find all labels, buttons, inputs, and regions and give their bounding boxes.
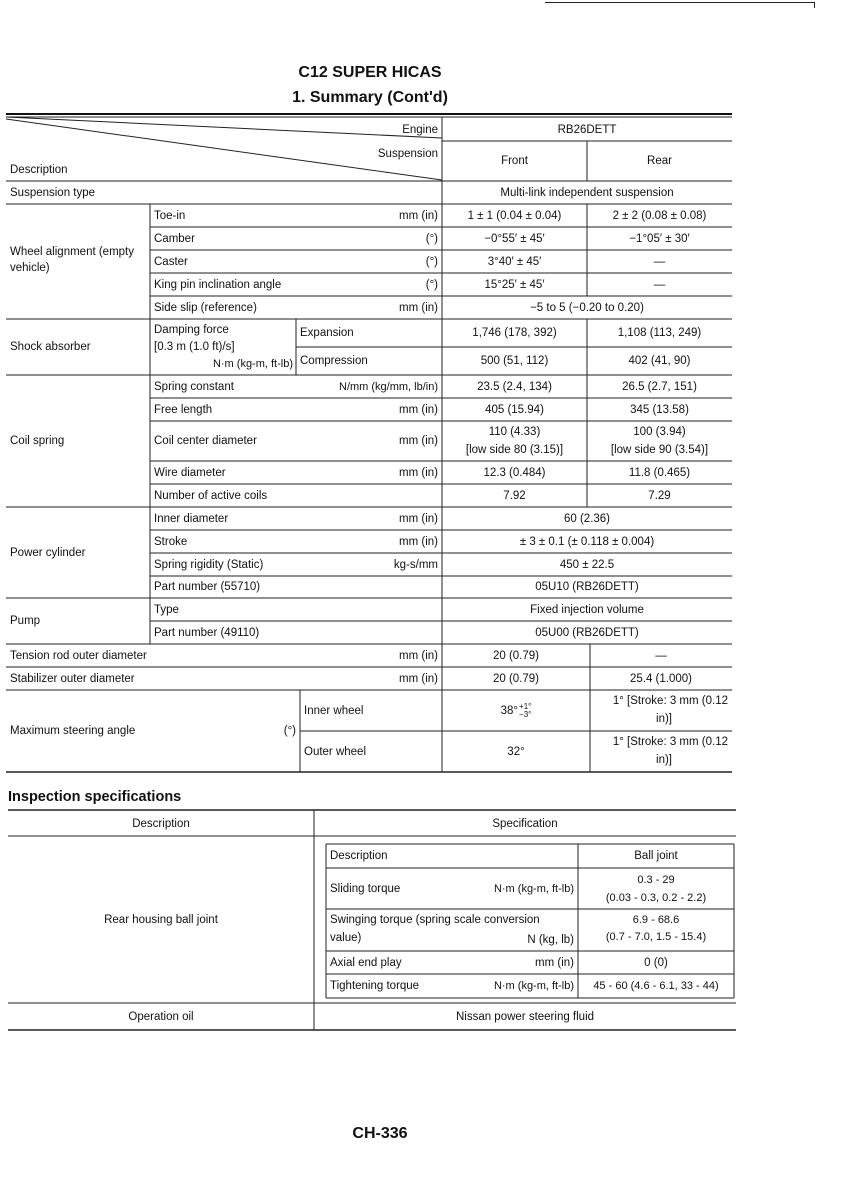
- camber-rear: −1°05′ ± 30′: [629, 232, 690, 245]
- tension-rod-unit: mm (in): [399, 649, 438, 662]
- camber-unit: (°): [425, 232, 438, 245]
- operation-oil-value: Nissan power steering fluid: [455, 1010, 595, 1023]
- inner-wheel-front: [442, 690, 590, 731]
- toe-in-front: 1 ± 1 (0.04 ± 0.04): [467, 209, 562, 222]
- toe-in-rear: 2 ± 2 (0.08 ± 0.08): [612, 209, 707, 222]
- pump-part-label: Part number (49110): [154, 626, 260, 639]
- inspection-col-description: Description: [132, 818, 190, 830]
- free-length-rear: 345 (13.58): [630, 403, 689, 416]
- caster-rear: —: [653, 255, 666, 268]
- wire-diameter-unit: mm (in): [399, 466, 438, 479]
- expansion-label: Expansion: [300, 327, 354, 339]
- caster-front: 3°40′ ± 45′: [487, 255, 542, 268]
- side-slip-label: Side slip (reference): [154, 301, 257, 314]
- page-number: CH-336: [352, 1125, 408, 1142]
- header-description-label: Description: [10, 164, 68, 176]
- compression-front: 500 (51, 112): [480, 355, 549, 367]
- coil-center-front-1: 110 (4.33): [488, 426, 541, 438]
- coil-center-rear-1: 100 (3.94): [633, 426, 686, 438]
- sliding-torque-unit: N·m (kg-m, ft-lb): [493, 882, 574, 895]
- max-steering-unit: (°): [283, 725, 296, 737]
- spring-constant-unit: N/mm (kg/mm, lb/in): [339, 380, 438, 393]
- free-length-front: 405 (15.94): [485, 403, 544, 416]
- coil-center-label: Coil center diameter: [154, 435, 257, 447]
- tightening-torque-label: Tightening torque: [330, 980, 420, 992]
- toe-in-unit: mm (in): [399, 209, 438, 222]
- pump-label: Pump: [10, 615, 41, 627]
- compression-label: Compression: [300, 355, 368, 367]
- inner-wheel-tolerance: [519, 703, 531, 719]
- swinging-torque-label-1: Swinging torque (spring scale conversion: [330, 914, 540, 926]
- expansion-rear: 1,108 (113, 249): [617, 327, 702, 339]
- free-length-unit: mm (in): [399, 403, 438, 416]
- king-pin-unit: (°): [425, 278, 438, 291]
- power-cylinder-label: Power cylinder: [10, 546, 86, 559]
- cylinder-part-label: Part number (55710): [154, 581, 261, 593]
- sub-description: Description: [330, 850, 388, 862]
- toe-in-label: Toe-in: [154, 209, 186, 222]
- cylinder-part-value: 05U10 (RB26DETT): [535, 581, 639, 593]
- pump-type-label: Type: [154, 603, 179, 616]
- camber-label: Camber: [154, 232, 195, 245]
- wire-diameter-label: Wire diameter: [154, 466, 226, 479]
- wheel-alignment-label: Wheel alignment (empty vehicle): [10, 246, 134, 274]
- stabilizer-rear: 25.4 (1.000): [629, 672, 692, 685]
- inner-wheel-rear-1: 1° [Stroke: 3 mm (0.12: [612, 695, 728, 707]
- side-slip-value: −5 to 5 (−0.20 to 0.20): [530, 301, 644, 314]
- compression-rear: 402 (41, 90): [628, 355, 691, 367]
- inspection-title: Inspection specifications: [8, 789, 182, 805]
- suspension-type-label: Suspension type: [10, 186, 96, 199]
- max-steering-label: Maximum steering angle: [10, 725, 136, 737]
- inner-diameter-unit: mm (in): [399, 512, 438, 525]
- inspection-col-specification: Specification: [492, 818, 558, 830]
- expansion-front: 1,746 (178, 392): [472, 327, 557, 339]
- pump-type-value: Fixed injection volume: [530, 603, 644, 616]
- outer-wheel-label: Outer wheel: [304, 745, 367, 758]
- inner-wheel-rear-2: in)]: [656, 713, 672, 725]
- stroke-value: ± 3 ± 0.1 (± 0.118 ± 0.004): [519, 535, 655, 548]
- inner-diameter-label: Inner diameter: [154, 512, 229, 525]
- stroke-label: Stroke: [154, 535, 188, 548]
- king-pin-front: 15°25′ ± 45′: [484, 278, 545, 291]
- damping-line1: Damping force: [154, 323, 229, 336]
- swinging-torque-value-1: 6.9 - 68.6: [632, 913, 680, 926]
- header-suspension-label: Suspension: [377, 148, 438, 160]
- sliding-torque-label: Sliding torque: [330, 882, 401, 895]
- ball-joint-label: Rear housing ball joint: [104, 913, 218, 926]
- side-slip-unit: mm (in): [399, 301, 438, 314]
- coil-center-unit: mm (in): [399, 435, 438, 447]
- header-rear: Rear: [647, 155, 672, 167]
- king-pin-rear: —: [653, 278, 666, 291]
- inner-wheel-label: Inner wheel: [304, 704, 364, 717]
- rigidity-label: Spring rigidity (Static): [154, 558, 264, 571]
- sub-ball-joint: Ball joint: [634, 850, 678, 862]
- coil-center-front-2: [low side 80 (3.15)]: [465, 444, 564, 456]
- page-subtitle: 1. Summary (Cont'd): [292, 89, 448, 106]
- axial-play-label: Axial end play: [330, 956, 402, 969]
- inner-wheel-tolerance-minus: −3°: [519, 709, 532, 719]
- wire-diameter-rear: 11.8 (0.465): [628, 466, 691, 479]
- inner-wheel-front-base: 38°: [500, 704, 519, 717]
- king-pin-label: King pin inclination angle: [154, 278, 282, 291]
- active-coils-front: 7.92: [503, 489, 526, 502]
- stabilizer-unit: mm (in): [399, 672, 438, 685]
- swinging-torque-value-2: (0.7 - 7.0, 1.5 - 15.4): [605, 930, 707, 943]
- stabilizer-front: 20 (0.79): [492, 672, 540, 685]
- outer-wheel-front: 32°: [507, 745, 525, 758]
- caster-unit: (°): [425, 255, 438, 268]
- active-coils-rear: 7.29: [648, 489, 671, 502]
- outer-wheel-rear-1: 1° [Stroke: 3 mm (0.12: [612, 736, 728, 748]
- tension-rod-rear: —: [655, 649, 667, 662]
- wire-diameter-front: 12.3 (0.484): [483, 466, 546, 479]
- axial-play-unit: mm (in): [535, 956, 574, 969]
- pump-part-value: 05U00 (RB26DETT): [535, 626, 639, 639]
- inner-diameter-value: 60 (2.36): [563, 512, 611, 525]
- header-front: Front: [501, 155, 528, 167]
- tightening-torque-value: 45 - 60 (4.6 - 6.1, 33 - 44): [593, 980, 719, 992]
- swinging-torque-label-2: value): [330, 932, 362, 944]
- active-coils-label: Number of active coils: [154, 489, 268, 502]
- free-length-label: Free length: [154, 403, 213, 416]
- tension-rod-label: Tension rod outer diameter: [10, 649, 147, 662]
- rigidity-value: 450 ± 22.5: [559, 558, 615, 571]
- rigidity-unit: kg-s/mm: [393, 558, 438, 571]
- header-engine-label: Engine: [402, 124, 438, 136]
- coil-center-rear-2: [low side 90 (3.54)]: [610, 444, 709, 456]
- tightening-torque-unit: N·m (kg-m, ft-lb): [493, 980, 574, 992]
- spring-constant-label: Spring constant: [154, 380, 234, 393]
- sliding-torque-value-1: 0.3 - 29: [637, 873, 675, 886]
- shock-absorber-label: Shock absorber: [10, 341, 91, 353]
- stroke-unit: mm (in): [399, 535, 438, 548]
- spring-constant-front: 23.5 (2.4, 134): [477, 380, 552, 393]
- camber-front: −0°55′ ± 45′: [484, 232, 545, 245]
- swinging-torque-unit: N (kg, lb): [527, 934, 574, 946]
- inner-wheel-tolerance-plus: +1°: [519, 701, 532, 711]
- damping-line2: [0.3 m (1.0 ft)/s]: [154, 340, 235, 353]
- tension-rod-front: 20 (0.79): [492, 649, 540, 662]
- damping-line3: N·m (kg-m, ft-lb): [212, 357, 293, 370]
- header-engine-value: RB26DETT: [557, 124, 617, 136]
- operation-oil-label: Operation oil: [128, 1010, 194, 1023]
- stabilizer-label: Stabilizer outer diameter: [10, 672, 135, 685]
- axial-play-value: 0 (0): [644, 956, 668, 969]
- sliding-torque-value-2: (0.03 - 0.3, 0.2 - 2.2): [605, 891, 707, 904]
- spring-constant-rear: 26.5 (2.7, 151): [622, 380, 697, 393]
- suspension-type-value: Multi-link independent suspension: [500, 186, 674, 199]
- caster-label: Caster: [154, 255, 188, 268]
- coil-spring-label: Coil spring: [10, 435, 65, 447]
- outer-wheel-rear-2: in)]: [656, 754, 672, 766]
- section-title: C12 SUPER HICAS: [298, 64, 442, 81]
